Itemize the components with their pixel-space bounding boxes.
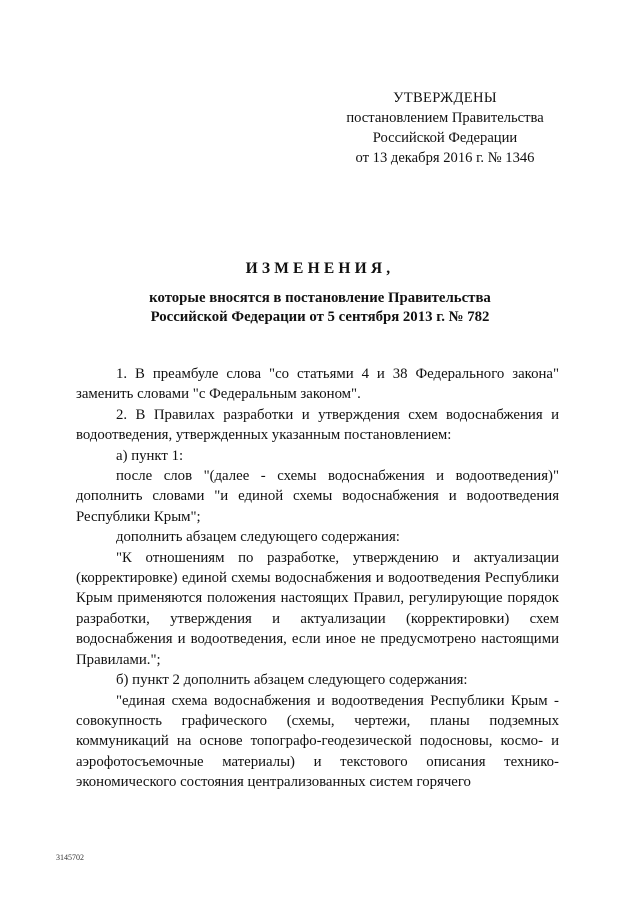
paragraph: дополнить абзацем следующего содержания: [116,529,400,546]
paragraph: а) пункт 1: [116,447,184,464]
paragraph: 2. В Правилах разработки и утверждения схем водоснабжения и водоотведения, утвержденных указанным постановлением: [76,406,559,444]
paragraph: после слов "(далее - схемы водоснабжения и водоотведения)" дополнить словами "и единой схемы водоснабжения и водоотведения Республики Крым"; [76,468,559,525]
approval-heading: УТВЕРЖДЕНЫ [393,90,497,106]
document-body [76,364,559,793]
paragraph: 1. В преамбуле слова "со статьями 4 и 38 Федерального закона" заменить словами "с Федеральным законом". [76,366,559,403]
document-title: ИЗМЕНЕНИЯ, [245,260,395,277]
paragraph: б) пункт 2 дополнить абзацем следующего содержания: [116,672,468,689]
approval-line-2: постановлением Правительства [346,110,544,126]
footer-code: 3145702 [56,853,84,862]
paragraph: "единая схема водоснабжения и водоотведения Республики Крым - совокупность графического (схемы, чертежи, планы подземных коммуникаций на основе топографо-геодезической подосновы, космо- и аэрофотосъемочные материалы) и текстового описания технико-экономического состояния централизованных систем горячего [76,692,559,791]
approval-line-3: Российской Федерации [372,130,518,146]
approval-line-4: от 13 декабря 2016 г. № 1346 [355,150,535,166]
paragraph: "К отношениям по разработке, утверждению и актуализации (корректировке) единой схемы водоснабжения и водоотведения Республики Крым применяются положения настоящих Правил, регулирующие порядок разработки, утверждения и актуализации (корректировки) схем водоснабжения и водоотведения, если иное не предусмотрено настоящими Правилами."; [76,549,559,668]
approval-block [300,88,590,168]
document-subtitle [0,289,640,327]
subtitle-line-1: которые вносятся в постановление Правительства [149,290,491,306]
subtitle-line-2: Российской Федерации от 5 сентября 2013 г. № 782 [150,309,490,325]
